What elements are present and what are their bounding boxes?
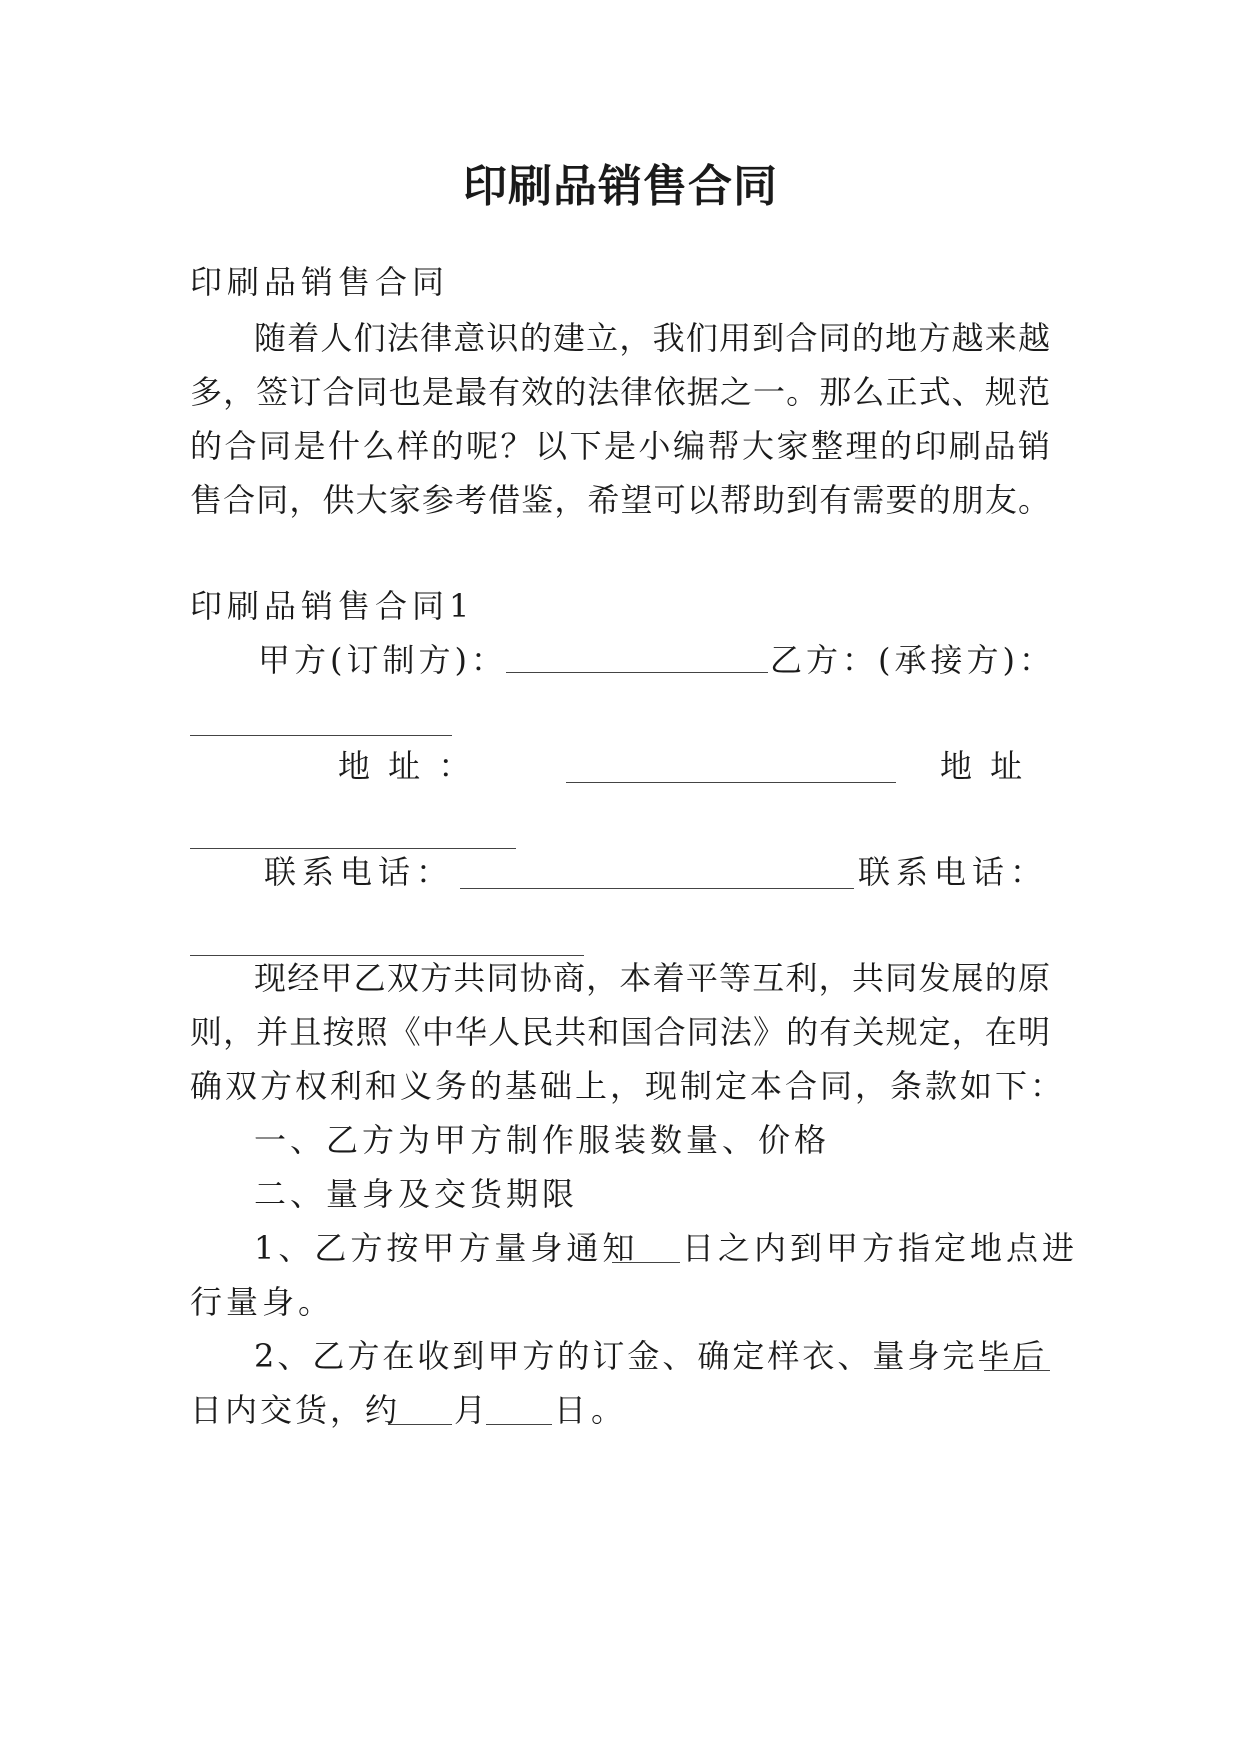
preamble-line-3: 确双方权利和义务的基础上，现制定本合同，条款如下：: [190, 1067, 1066, 1105]
party-a-label: 甲方(订制方)：: [258, 641, 507, 679]
intro-line-2: 多，签订合同也是最有效的法律依据之一。那么正式、规范: [190, 373, 1050, 411]
address-a-blank: [566, 782, 896, 783]
item-2-part-b3: 日。: [554, 1391, 629, 1429]
item-2-part-a: 2、乙方在收到甲方的订金、确定样衣、量身完毕后: [254, 1337, 1048, 1375]
intro-line-1: 随着人们法律意识的建立，我们用到合同的地方越来越: [254, 319, 1050, 357]
address-a-label: 地 址 ：: [338, 747, 475, 785]
party-b-blank: [190, 735, 452, 736]
preamble-line-1: 现经甲乙双方共同协商，本着平等互利，共同发展的原: [254, 959, 1050, 997]
subtitle: 印刷品销售合同: [190, 263, 450, 301]
item-1-part-b: 日之内到甲方指定地点进: [682, 1229, 1079, 1267]
phone-b-label: 联系电话：: [858, 853, 1049, 891]
party-b-label: 乙方：(承接方)：: [770, 641, 1055, 679]
address-b-blank: [190, 848, 516, 849]
intro-line-4: 售合同，供大家参考借鉴，希望可以帮助到有需要的朋友。: [190, 481, 1050, 519]
clause-1: 一、乙方为甲方制作服装数量、价格: [254, 1121, 831, 1159]
preamble-line-2: 则，并且按照《中华人民共和国合同法》的有关规定，在明: [190, 1013, 1050, 1051]
item-2-part-b2: 月: [454, 1391, 492, 1429]
phone-a-label: 联系电话：: [264, 853, 455, 891]
party-a-blank: [506, 672, 768, 673]
item-2-month-blank: [388, 1424, 452, 1425]
document-title: 印刷品销售合同: [463, 161, 778, 212]
item-1-days-blank: [612, 1262, 680, 1263]
item-2-day-blank: [486, 1424, 552, 1425]
intro-line-3: 的合同是什么样的呢？以下是小编帮大家整理的印刷品销: [190, 427, 1050, 465]
item-2-days-blank: [984, 1370, 1050, 1371]
address-b-label: 地 址: [940, 747, 1027, 785]
phone-a-blank: [460, 888, 854, 889]
clause-2: 二、量身及交货期限: [254, 1175, 579, 1213]
item-2-part-b1: 日内交货，约: [190, 1391, 401, 1429]
item-1-part-c: 行量身。: [190, 1283, 335, 1321]
contract-heading: 印刷品销售合同1: [190, 587, 475, 625]
phone-b-blank: [190, 955, 584, 956]
item-1-part-a: 1、乙方按甲方量身通知: [254, 1229, 639, 1267]
